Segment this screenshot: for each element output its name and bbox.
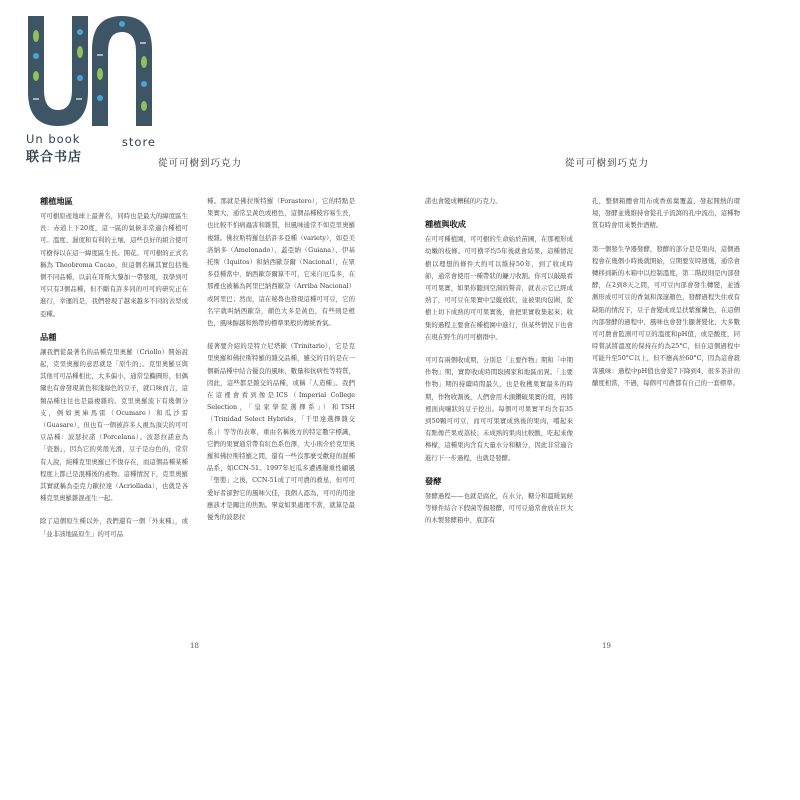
right-running-head: 從可可樹到巧克力 (565, 158, 650, 169)
store-logo (26, 14, 154, 130)
logo-line-1: Un book (26, 132, 81, 146)
paragraph: 諾也會變成糟糕的巧克力。 (425, 197, 502, 205)
section-heading-regions: 種植地區 (40, 196, 73, 206)
paragraph: 接著要介紹的是特立尼塔歐（Trinitario），它是克里奧羅和佛拉斯特羅的雜交品種，雖交的目的是在一個新品種中結合優良的風味，數量和抗病性等特質，因此，這些都是雜交的品種，或稱「人造種」。我們在這裡會看到像是ICS（Imperial College Selection，「皇家學院選擇系」）和TSH（Trinidad Select Hybrids，「千里達選擇雜交系」）等等的表單，重由名稱後方的特定數字標識，它們的果實通常帶有紅色系色澤，大小則介於克里奧羅和佛拉斯特羅之間，還有一些沒那麼受歡迎的混種品系，如CCN-51。1997年厄瓜多遭遇嚴重性顧風「聖嬰」之後，CCN-51成了可可農的救星，但可可愛好者卻對它的風味欠佳，我個人認為，可可的用途應該才是關注的焦點。畢竟如果處理不當，就算是最優秀的波瑟拉 (207, 342, 355, 522)
paragraph: 第一個發生孕器發酵，發酵的部分是是果肉，這個過程會在幾個小時後就開始，豆期要安時週幾，通常會轉移到新的木箱中以控制溫度，第二階段則是內部發酵，在2到8天之間，可可豆內部會發生轉變，並透漸形成可可豆的香氣和深邃顏色，發酵過程失住或有缺陷的情況下，豆子會變成或呈扶紫羅蘭色，在這個內部發酵的過程中，風味也會發生顯著變化，大多數可可農會監測可可豆的溫度和pH值，或是酸度，同時嘗試將溫度的保持在約為25°C，但在這個過程中可能升至50°C以上，但不應高於60°C，因為這會殺害風味：過程中pH值也會從7下降到4，很多茶計的醣度相當，不過，每個可可農都有自己的一套標準。 (592, 244, 740, 387)
paragraph: 除了這個原生種以外，我們還有一個「外來種」，或「並非該地區原生」的可可品 (40, 517, 188, 538)
logo-wordmark (26, 132, 156, 165)
logo-line-3: 联合书店 (26, 150, 83, 165)
paragraph: 可可有兩個收成期，分別是「主要作物」期和「中期作物」期，實際收成時間取國家和地區而異。「主要作物」期的持續時間最久，也是收穫果實最多的時期，作物收割後，人們會用木頭鑽破果實的殼，再將裡面肉嚷狀的豆子挖出。每個可可果實平均含有35到50顆可可豆，而可可果實成熟後的果肉，嚐起來有點像芒果或荔枝；未成熟的果肉比較酸，吃起來像檸檬，這種果肉含有大量水分和糖分，因此非常適合進行下一步過程，也就是發酵。 (425, 356, 573, 462)
paragraph: 在可可種植園，可可樹的生命始於苗圃，在那裡形成幼嫩的枝條。可可樹平均5年後就會結果，這種情況樹以理想的條件大約可以維持50年，到了收成時節，通常會使用一種帶狀的鐮刀收割。你可以敲敲看可可果實，如果你聽到空洞的聲音，就表示它已經成熟了，可可豆在果實中呈縱放狀，並被果肉包圍，從樹上切下成熟的可可果實後，會把果實收集起來；收集的過程主要會在種植園中進行，但某些情況下也會在現在野生的可可樹群中。 (425, 235, 573, 341)
paragraph: 發酵過程——也就是腐化，在水分，糖分和溫暖氣候等條件結合下假菌等揚發酵，可可豆通常會放在巨大的木製發酵箱中，底部有 (425, 491, 573, 525)
right-page-column-1 (425, 195, 573, 537)
section-heading-varieties: 品種 (40, 331, 57, 342)
logo-line-2: store (121, 135, 156, 149)
paragraph: 種。那就是佛拉斯特羅（Forastero），它的特點是果實大，通常呈黃色或橙色，這個品種稜容易生長，也比較不怕病蟲害和雜質，但風味通常不如克里奧羅複雜。佛拉斯特羅包括許多亞種（variety），如亞美洛納多（Amelonado）、蓋亞納（Guiana）、伊基托斯（Iquitos）和納西歐奈爾（Nacional），在眾多亞種當中，納西歐奈爾算不可，它來自厄瓜多，在那裡也被稱為阿里巴納西歐奈（Arriba Nacional）或阿里巴；然而，這在秘魯也發現這種可可豆，它的名字就叫納西歐奈，顏色大多是黃色，有些則是橙色，風味醇越和熱帶的標準果般的傳統香氣。 (207, 197, 355, 328)
left-running-head: 從可可樹到巧克力 (158, 158, 243, 169)
right-page-column-2 (592, 195, 740, 400)
section-heading-harvest: 種植與收成 (425, 219, 466, 230)
paragraph: 孔，整個箱體會用布或香蕉葉覆蓋，發起開熱的環境，發酵並幾維持會從孔子流瀉的孔中流出，這種物質有時會用來製作酒精。 (592, 197, 740, 230)
right-page-number: 19 (602, 642, 611, 650)
left-page-column-1 (40, 195, 188, 551)
section-heading-fermentation: 發酵 (425, 475, 442, 486)
left-page-number: 18 (190, 642, 199, 650)
paragraph: 可可樹原產地球上最著名，同時也是最大的緯度區生長：赤道上下20度，這一區的氣候非常適合種植可可。溫度、濕度和有利的土壤，這些良好的組合使可可樹得以在這一緯度區生長。開花。可可樹的正式名稱為 Theobroma Cacao，但這個名稱其實包括幾個不同品種，以前在哥斯大黎加一帶發現，我學到可可只有3個品種，但不斷有許多同的可可的研究正在進行，幸運的是，我們發現了越來越多不同的表型或亞種。 (40, 212, 188, 318)
paragraph: 讓我們從最著名的品種克里奧羅（Criollo）開始說起，克里奧羅的意思就是「原生的」。克里奧羅豆與其他可可品種相比，大多偏小，通常呈橢圓形，但偶爾也有會發現黃色和淺綠色的豆子，就口味而言，這類品種往往也是最複雜的。克里奧羅流下有幾個分支，例如奧庫馬雷（Ocumare）和瓜沙雷（Guasare），但也有一個被許多人視為頂尖的可可豆品種：波瑟拉諾（Porcelana）。波瑟拉諾意為「瓷器」，因為它的莢殼光滑，豆子是白色的，常常有人說，純種克里奧羅已不復存在，而這個品種某種程度上都已是混種後的產物。這種情況下，克里奧羅其實就稱為亞克力歐拉達（Acriollada），也就是各種克里奧羅雜混產生一起。 (40, 347, 188, 503)
left-page-column-2 (207, 195, 355, 534)
